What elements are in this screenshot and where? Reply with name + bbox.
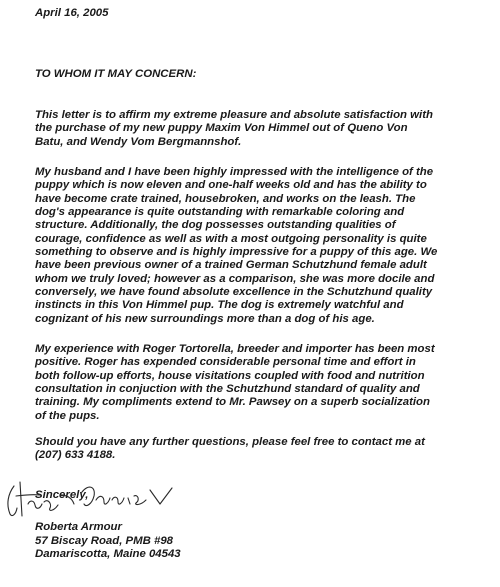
paragraph-line: conversely, we have found absolute excellence in the Schutzhund quality: [35, 286, 433, 299]
paragraph-breeder-experience: [35, 343, 435, 423]
paragraph-line: dog's appearance is quite outstanding with remarkable coloring and: [35, 206, 405, 219]
paragraph-line: have become crate trained, housebroken, and works on the leash. The: [35, 192, 416, 205]
paragraph-line: My experience with Roger Tortorella, breeder and importer has been most: [35, 343, 435, 355]
paragraph-line: This letter is to affirm my extreme pleasure and absolute satisfaction with: [35, 109, 433, 121]
paragraph-line: something to observe and is highly impressive for a puppy of this age. We: [35, 246, 438, 259]
paragraph-line: Batu, and Wendy Vom Bergmannshof.: [35, 135, 242, 148]
paragraph-line: the purchase of my new puppy Maxim Von Himmel out of Queno Von: [35, 122, 408, 135]
paragraph-line: structure. Additionally, the dog possesses outstanding qualities of: [35, 219, 396, 232]
paragraph-line: training. My compliments extend to Mr. Pawsey on a superb socialization: [35, 396, 430, 409]
closing: Sincerely,: [35, 489, 89, 501]
salutation: TO WHOM IT MAY CONCERN:: [35, 68, 197, 80]
paragraph-line: cognizant of his new surroundings more than a dog of his age.: [35, 312, 375, 325]
paragraph-line: have been previous owner of a trained German Schutzhund female adult: [35, 259, 427, 272]
paragraph-line: Should you have any further questions, please feel free to contact me at: [35, 436, 425, 448]
paragraph-line: instincts in this Von Himmel pup. The dog is extremely watchful and: [35, 299, 404, 312]
paragraph-line: consultation in conjuction with the Schutzhund standard of quality and: [35, 383, 420, 396]
paragraph-line: courage, confidence as well as with a most outgoing personality is quite: [35, 232, 427, 245]
signer-address-line1: 57 Biscay Road, PMB #98: [35, 534, 174, 547]
paragraph-affirmation: [35, 109, 433, 149]
contact-phone: (207) 633 4188.: [35, 449, 116, 462]
signer-name: Roberta Armour: [35, 521, 122, 533]
signer-address-line2: Damariscotta, Maine 04543: [35, 548, 181, 561]
paragraph-impressions: [35, 166, 437, 326]
letter-date: April 16, 2005: [35, 7, 109, 19]
paragraph-line: positive. Roger has expended considerable personal time and effort in: [35, 356, 416, 369]
paragraph-line: whom we truly loved; however as a comparison, she was more docile and: [35, 272, 435, 285]
paragraph-line: of the pups.: [35, 409, 100, 422]
handwritten-signature: [0, 474, 190, 522]
signer-block: [35, 521, 181, 562]
paragraph-line: puppy which is now eleven and one-half weeks old and has the ability to: [35, 179, 427, 192]
paragraph-line: both follow-up efforts, house visitations coupled with food and nutrition: [35, 369, 425, 382]
paragraph-line: My husband and I have been highly impressed with the intelligence of the: [35, 166, 434, 178]
paragraph-contact: [35, 436, 425, 463]
